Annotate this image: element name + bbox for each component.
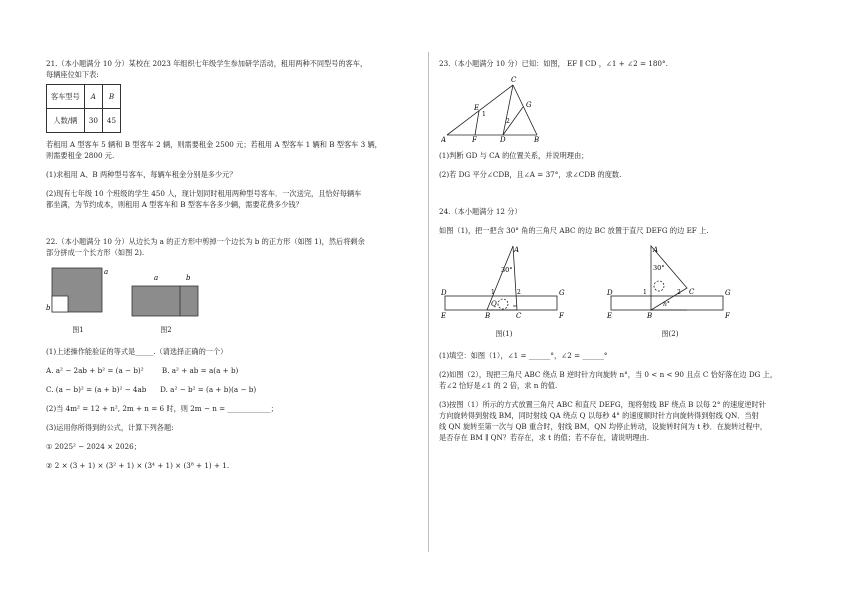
q24-title: 24.（本小题满分 12 分） [439, 207, 522, 216]
table-cell: A [84, 85, 102, 109]
angle-2-label: 2 [677, 289, 681, 296]
fig2-caption: 图2 [160, 326, 172, 334]
n-angle-label: n° [663, 301, 670, 308]
option-c: C. (a − b)² = (a + b)² − 4ab [46, 385, 147, 394]
q22-title: 22.（本小题满分 10 分）从边长为 a 的正方形中剪掉一个边长为 b 的正方形（如图 1)，然后将剩余 [46, 237, 365, 246]
q24-fig2-caption: 图(2) [661, 330, 679, 338]
q22-calc2: ② 2 × (3 + 1) × (3² + 1) × (3⁴ + 1) × (3⁸ + 1) + 1. [46, 461, 230, 470]
label-b: b [46, 304, 51, 312]
q21-sub1: (1)求租用 A、B 两种型号客车，每辆车租金分别是多少元？ [46, 170, 237, 179]
label-e: E [474, 104, 480, 112]
q24-sub3a: (3)按图（1）所示的方式放置三角尺 ABC 和直尺 DEFG，现将射线 BF 绕点 B 以每 2° 的速度逆时针 [439, 400, 766, 409]
q22-options-cd [46, 384, 418, 395]
q22-figures [46, 264, 418, 336]
q22-sub2: (2)当 4m² = 12 + n², 2m + n = 6 时，则 2m − n = ____________； [46, 404, 278, 413]
label-e: E [441, 312, 447, 320]
q24-intro: 如图（1)，把一把含 30° 角的三角尺 ABC 的边 BC 放置于直尺 DEFG 的边 EF 上. [439, 226, 709, 235]
ruler-triangle-figure-1 [439, 242, 569, 326]
q22-calc1: ① 2025² − 2024 × 2026； [46, 442, 141, 451]
table-cell: 45 [102, 109, 120, 133]
rectangle-figure [126, 272, 206, 322]
option-d: D. a² − b² = (a + b)(a − b) [160, 385, 257, 394]
label-c: C [516, 312, 522, 320]
label-q: Q [491, 300, 497, 308]
q21-line2: 每辆座位如下表: [46, 70, 99, 79]
q24-sub3b: 方向旋转得到射线 BM，同时射线 QA 绕点 Q 以每秒 4° 的速度顺时针方向旋转得到射线 QN．当射 [439, 411, 759, 420]
label-g: G [725, 289, 731, 297]
table-cell: 人数/辆 [47, 109, 85, 133]
option-a: A. a² − 2ab + b² = (a − b)² [46, 366, 144, 375]
square-figure [46, 264, 110, 322]
label-b: B [534, 136, 540, 143]
q21-p2: 则需要租金 2800 元. [46, 151, 115, 160]
table-cell: B [102, 85, 120, 109]
angle-2-label: 2 [517, 289, 521, 296]
q24-sub3c: 线 QN 旋转至第一次与 QB 重合时，射线 BM，QN 均停止转动，设旋转时间为 t 秒．在旋转过程中， [439, 422, 768, 431]
q22-options-ab [46, 365, 418, 376]
label-a: a [104, 268, 109, 276]
label-f: F [559, 312, 564, 320]
q22-fig1 [46, 264, 110, 336]
angle-1-label: 1 [491, 289, 495, 296]
label-a: A [441, 136, 447, 143]
label-g: G [559, 289, 565, 297]
label-a: A [514, 246, 520, 254]
q23-sub1: (1)判断 GD 与 CA 的位置关系，并说明理由； [439, 151, 589, 160]
q23-figure [441, 73, 551, 143]
label-g: G [526, 101, 532, 109]
label-c: C [689, 288, 695, 296]
label-b: B [647, 312, 653, 320]
angle-30-label: 30° [653, 264, 665, 272]
q23-title: 23.（本小题满分 10 分）已知：如图， EF ∥ CD ，∠1 + ∠2 = 180°. [439, 59, 668, 68]
q24-sub1: (1)填空：如图（1），∠1 = ______°，∠2 = ______° [439, 351, 608, 360]
q21-sub2b: 都坐满，为节约成本，则租用 A 型客车和 B 型客车各多少辆，需要花费多少钱？ [46, 200, 303, 209]
q24-fig1-caption: 图(1) [495, 330, 513, 338]
label-e: E [607, 312, 613, 320]
q24-fig1 [439, 242, 569, 340]
q22-sub3: (3)运用你所得到的公式，计算下列各题: [46, 423, 174, 432]
option-b: B. a² + ab = a(a + b) [161, 366, 239, 375]
right-column [439, 58, 817, 443]
label-d: D [607, 289, 613, 297]
q22-line2: 部分拼成一个长方形（如图 2). [46, 248, 145, 257]
label-a: A [653, 246, 659, 254]
column-divider [428, 52, 429, 552]
table-row [47, 109, 121, 133]
q22-fig2 [126, 272, 206, 336]
angle-1-label: 1 [643, 289, 647, 296]
table-cell: 30 [84, 109, 102, 133]
label-f: F [472, 136, 477, 143]
q23-sub2: (2)若 DG 平分∠CDB，且∠A = 37°，求∠CDB 的度数. [439, 170, 622, 179]
label-d: D [441, 289, 447, 297]
label-b: b [186, 274, 191, 282]
table-cell: 客车型号 [47, 85, 85, 109]
angle-30-label: 30° [501, 266, 513, 274]
q24-figures [439, 242, 817, 340]
label-f: F [725, 312, 730, 320]
angle-2-label: 2 [506, 118, 510, 125]
label-c: C [511, 76, 517, 84]
q21-sub2a: (2)现有七年级 10 个班级的学生 450 人，现计划同时租用两种型号客车．一次送完，且恰好每辆车 [46, 189, 362, 198]
fig1-caption: 图1 [72, 326, 84, 334]
ruler-triangle-figure-2 [605, 242, 735, 326]
q24-sub3d: 是否存在 BM ∥ QN？若存在，求 t 的值；若不存在，请说明理由. [439, 433, 650, 442]
label-d: D [500, 136, 506, 143]
q21-p1: 若租用 A 型客车 5 辆和 B 型客车 2 辆，则需要租金 2500 元；若租用 A 型客车 1 辆和 B 型客车 3 辆， [46, 140, 382, 149]
label-b: B [485, 312, 491, 320]
label-a: a [154, 274, 159, 282]
table-row [47, 85, 121, 109]
q22-sub1: (1)上述操作能验证的等式是_____.（请选择正确的一个） [46, 347, 228, 356]
q24-fig2 [605, 242, 735, 340]
q21-title: 21.（本小题满分 10 分）某校在 2023 年组织七年级学生参加研学活动，租用两种不同型号的客车， [46, 59, 368, 68]
q24-sub2b: 若∠2 恰好是∠1 的 2 倍，求 n 的值. [439, 381, 558, 390]
left-column [46, 58, 418, 471]
bus-table [46, 84, 121, 133]
q24-sub2a: (2)如图（2），现把三角尺 ABC 绕点 B 逆时针方向旋转 n°，当 0 < n < 90 且点 C 恰好落在边 DG 上， [439, 370, 778, 379]
angle-1-label: 1 [482, 111, 486, 118]
